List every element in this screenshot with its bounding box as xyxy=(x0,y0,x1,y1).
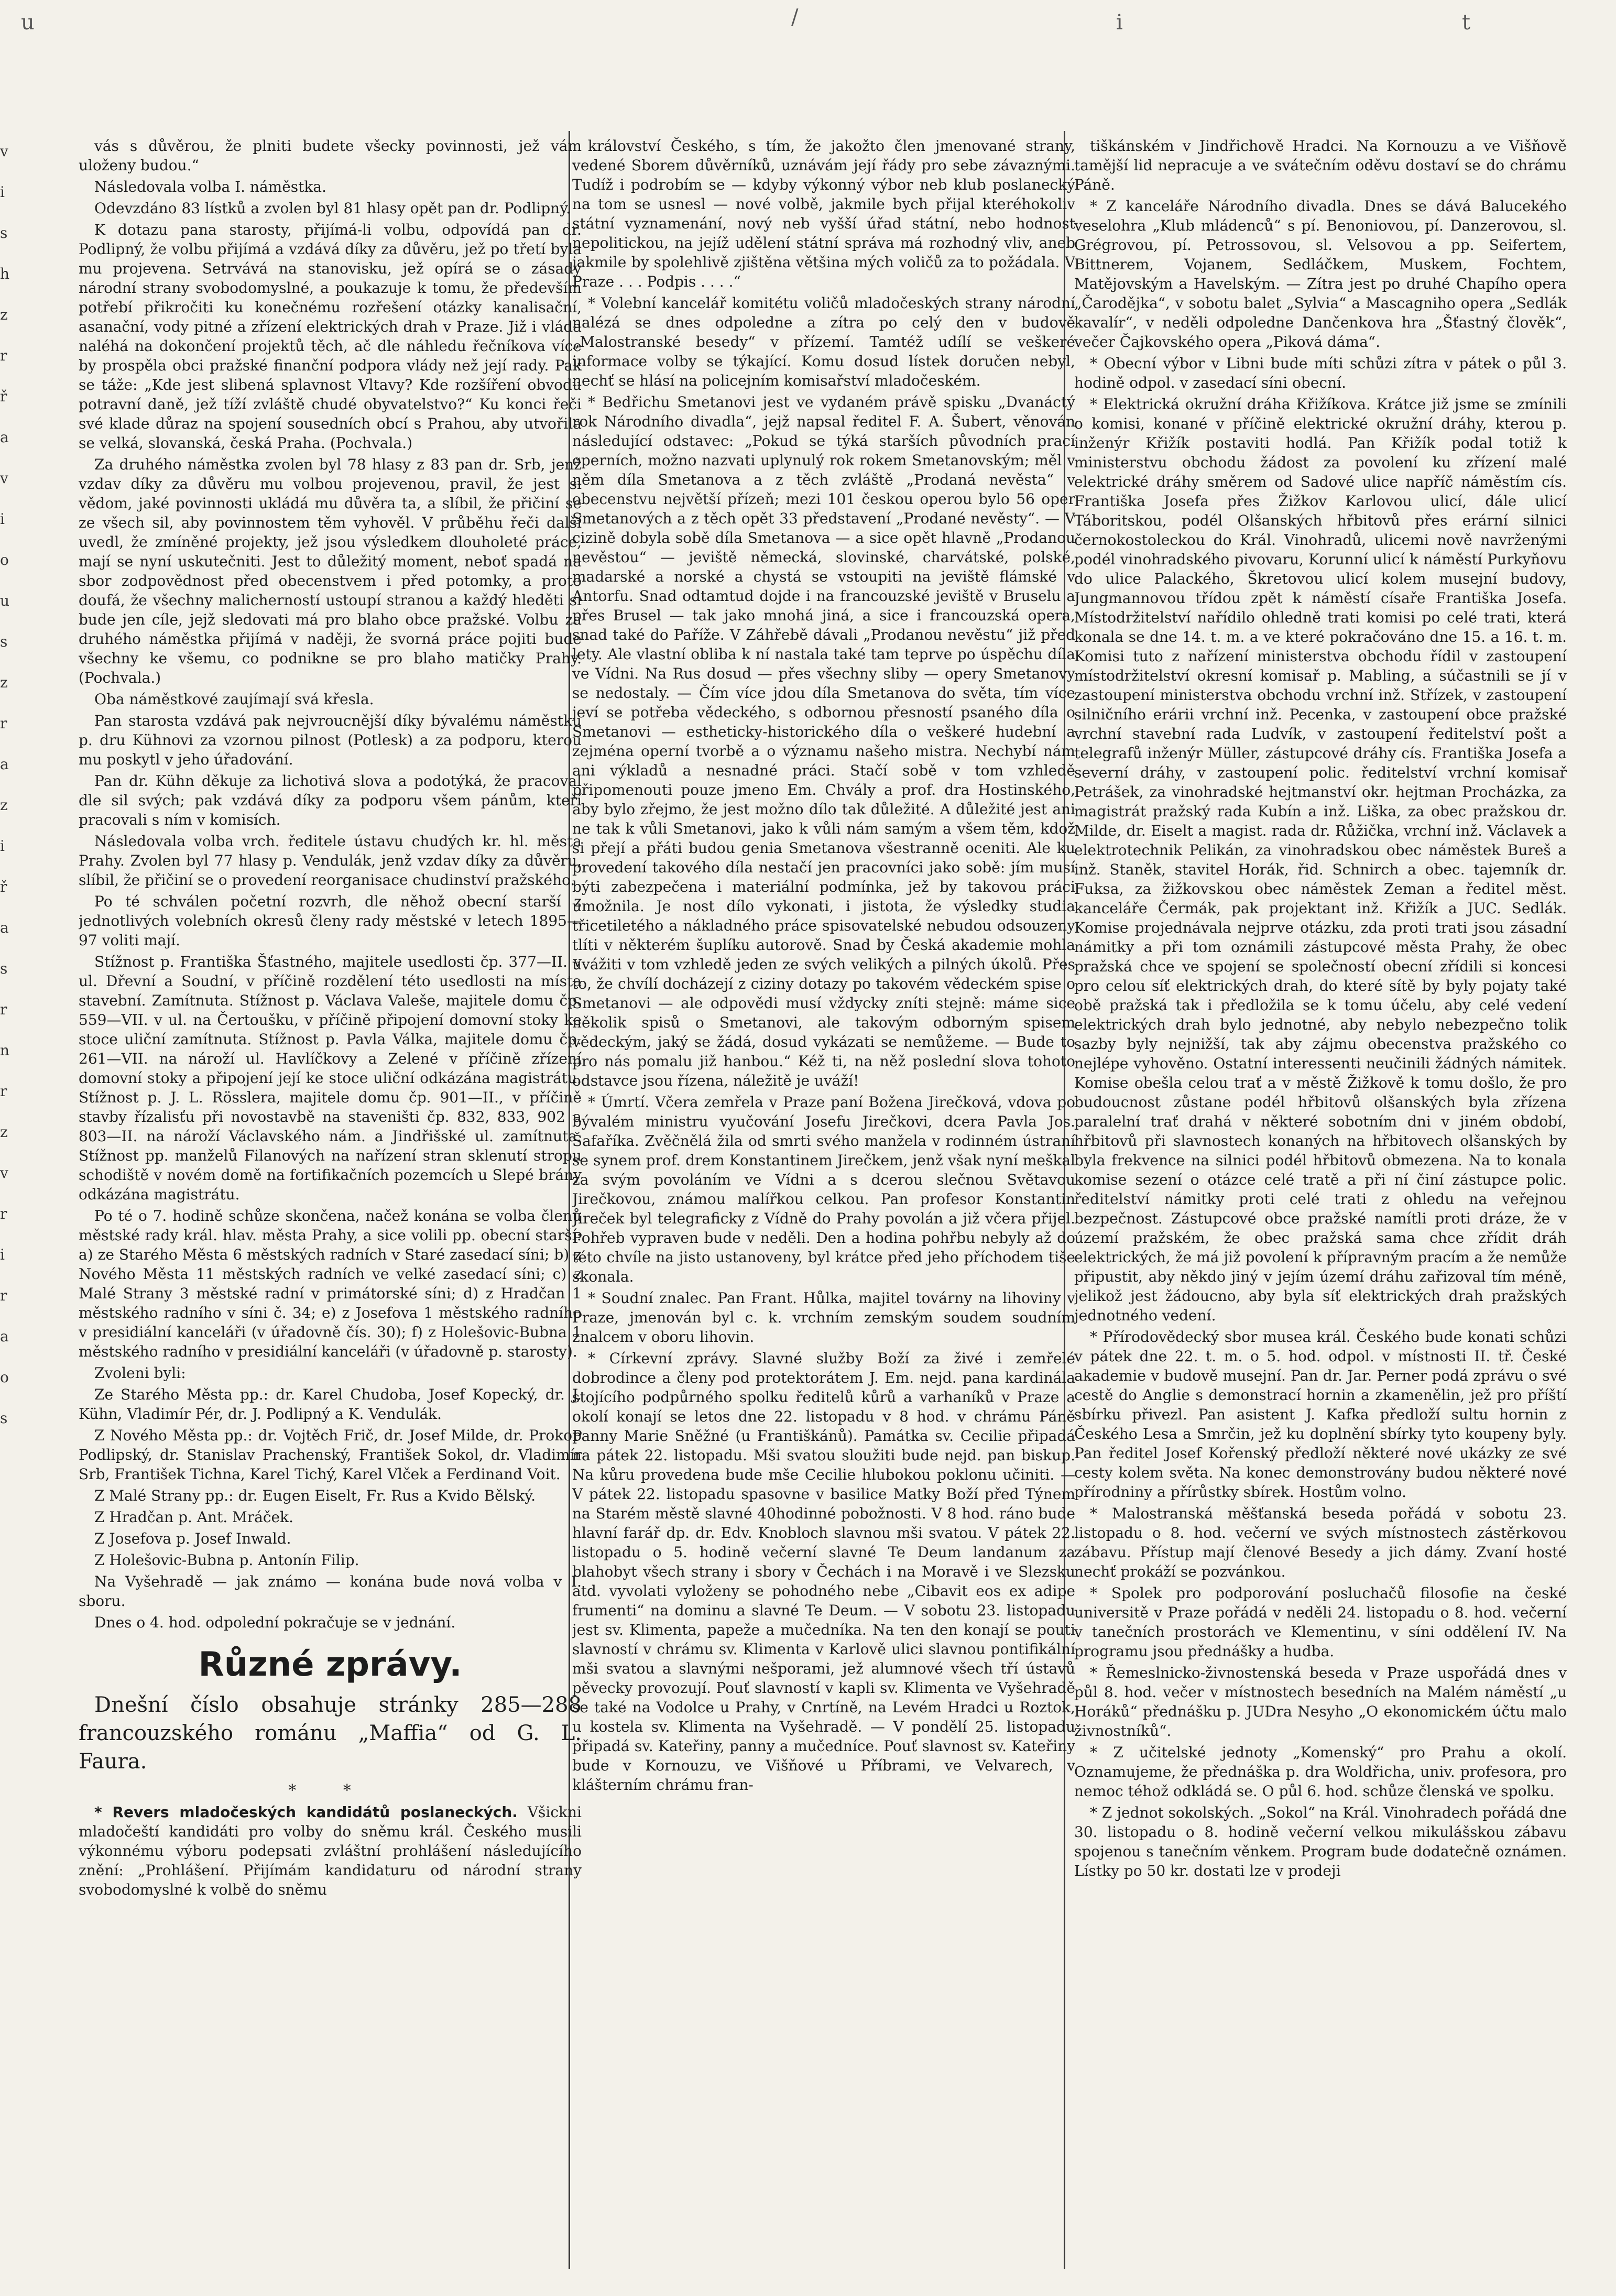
article-paragraph: * Z učitelské jednoty „Komenský“ pro Prahu a okolí. Oznamujeme, že přednáška p. dra Woldřicha, univ. profesora, pro nemoc téhož odkládá se. O půl 6. hod. schůze členská ve spolku. xyxy=(1074,1744,1567,1800)
edge-mark: h xyxy=(0,265,10,282)
edge-mark: v xyxy=(0,469,8,487)
edge-mark: o xyxy=(0,1369,9,1386)
top-mark: t xyxy=(1462,10,1471,35)
article-paragraph: * Církevní zprávy. Slavné služby Boží za živé i zemřelé dobrodince a členy pod protektorátem J. Em. nejd. pana kardinála stojícího podpůrného spolku ředitelů kůrů a varhaníků v Praze a okolí konají se letos dne 22. listopadu v 8 hod. v chrámu Páně Panny Marie Sněžné (u Františkánů). Památka sv. Cecilie připadá na pátek 22. listopadu. Mši svatou sloužiti bude nejd. pan biskup. Na kůru provedena bude mše Cecilie hlubokou poklonu učiniti. — V pátek 22. listopadu spasovne v basilice Matky Boží před Týnem na Starém městě slavné 40hodinné pobožnosti. V 8 hod. ráno bude hlavní farář dp. dr. Edv. Knobloch slavnou mši svatou. V pátek 22. listopadu o 5. hodině večerní slavné Te Deum landanum za blahobyt všech strany i sbory v Čechách i na Moravě i ve Slezsku atd. vyvolati vyloženy se pohodného nebe „Cibavit eos ex adipe frumenti“ na dominu a slavné Te Deum. — V sobotu 23. listopadu jest sv. Klimenta, papeže a mučedníka. Na ten den konají se pouti slavností v chrámu sv. Klimenta v Karlově ulici slavnou pontifikální mši svatou a slavnými nešporami, jež alumnové všech tří ústavů pěvecky provozují. Pouť slavností v kapli sv. Klimenta ve Vyšehradě se také na Vodolce u Prahy, v Cnrtíně, na Levém Hradci u Roztok, u kostela sv. Klimenta na Vyšehradě. — V pondělí 25. listopadu připadá sv. Kateřiny, panny a mučedníce. Pouť slavnost sv. Kateřiny bude v Kornouzu, ve Višňové u Příbrami, ve Velvarech, v klášterním chrámu fran- xyxy=(572,1350,1075,1794)
article-paragraph: Ze Starého Města pp.: dr. Karel Chudoba, Josef Kopecký, dr. J. Kühn, Vladimír Pér, dr. J. Podlipný a K. Vendulák. xyxy=(79,1386,582,1423)
edge-mark: s xyxy=(0,224,8,242)
edge-mark: r xyxy=(0,1001,7,1018)
article-paragraph: Stížnost p. Františka Šťastného, majitele usedlosti čp. 377—II. v ul. Dřevní a Soudní, v příčině rozdělení této usedlosti na místa stavební. Zamítnuta. Stížnost p. Václava Valeše, majitele domu čp. 559—VII. v ul. na Čertoušku, v příčině připojení domovní stoky ke stoce uliční zamítnuta. Stížnost p. Pavla Válka, majitele domu čp. 261—VII. na nároží ul. Havlíčkovy a Zelené v příčině zřízení domovní stoky a připojení její ke stoce uliční odkázána magistrátu. Stížnost p. J. L. Rösslera, majitele domu čp. 901—II., v příčině stavby řízalisťu při novostavbě na staveništi čp. 832, 833, 902 a 803—II. na nároží Václavského nám. a Jindřišské ul. zamítnuta. Stížnost pp. manželů Filanových na nařízení stran sklenutí stropu schodiště v novém domě na fortifikačních pozemcích u Slepé brány odkázána magistrátu. xyxy=(79,953,582,1203)
edge-mark: r xyxy=(0,1083,7,1100)
left-edge-marks xyxy=(0,131,19,2279)
edge-mark: s xyxy=(0,960,8,977)
column-2-paragraphs xyxy=(572,136,1075,1795)
article-body: Všickni mladočeští kandidáti pro volby do sněmu král. Českého musili výkonnému výboru podepsati zvláštní prohlášení následujícího znění: „Prohlášení. Přijímám kandidaturu od národní strany svobodomyslné k volbě do sněmu xyxy=(79,1803,582,1898)
article-paragraph: vás s důvěrou, že plniti budete všecky povinnosti, jež vám uloženy budou.“ xyxy=(79,137,582,174)
article-paragraph: Na Vyšehradě — jak známo — konána bude nová volba v I. sboru. xyxy=(79,1573,582,1610)
top-edge-marks xyxy=(0,0,1616,105)
edge-mark: i xyxy=(0,183,5,201)
column-1-paragraphs xyxy=(79,136,582,1632)
column-3-paragraphs xyxy=(1074,136,1567,1880)
article-paragraph: * Soudní znalec. Pan Frant. Hůlka, majitel továrny na lihoviny v Praze, jmenován byl c. k. vrchním zemským soudem soudním znalcem v oboru lihovin. xyxy=(572,1289,1075,1346)
article-paragraph: * Řemeslnicko-živnostenská beseda v Praze uspořádá dnes v půl 8. hod. večer v místnostech besedních na Malém náměstí „u Horáků“ přednášku p. JUDra Nesyho „O ekonomickém účtu malo živnostníků“. xyxy=(1074,1664,1567,1740)
article-paragraph: Za druhého náměstka zvolen byl 78 hlasy z 83 pan dr. Srb, jenž vzdav díky za důvěru mu volbou projevenou, pravil, že jest si vědom, jaké povinnosti ukládá mu důvěra ta, a slíbil, že přičiní se ze všech sil, aby povinnostem těm vyhověl. V průběhu řeči další uvedl, že zmíněné projekty, jež jsou výsledkem dlouholeté práce, mají se nyní uskutečniti. Jest to důležitý moment, neboť spadá na sbor zodpovědnost před obecenstvem i před potomky, a proto doufá, že všechny malicherností ustoupí stranou a každý hleděti si bude jen cíle, jejž sledovati má pro blaho obce pražské. Volbu za druhého náměstka přijímá v naději, že svorná práce pojiti bude všechny ke všemu, co podnikne se pro blaho matičky Prahy. (Pochvala.) xyxy=(79,456,582,686)
article-paragraph: * Elektrická okružní dráha Křižíkova. Krátce již jsme se zmínili o komisi, konané v příčině elektrické okružní dráhy, kterou p. inženýr Křižík postaviti hodlá. Pan Křižík podal totiž k ministerstvu obchodu žádost za povolení ku zřízení malé elektrické dráhy směrem od Sadové ulice napříč náměstím cís. Františka Josefa přes Žižkov Karlovou ulicí, dále ulicí Táboritskou, podél Olšanských hřbitovů přes erární silnici černokostoleckou do Král. Vinohradů, ulicemi nově navrženými podél vinohradského pivovaru, Korunní ulicí k náměstí Purkyňovu do ulice Palackého, Škretovou ulicí kolem musejní budovy, Jungmannovou třídou zpět k náměstí císaře Františka Josefa. Místodržitelství nařídilo ohledně trati komisi po celé trati, která konala se dne 14. t. m. a ve které pokračováno dne 15. a 16. t. m. Komisi tuto z nařízení ministerstva obchodu řídil v zastoupení místodržitelství okresní komisař p. Mabling, a súčastnili se jí v zastoupení ministerstva obchodu vrchní inž. Střízek, v zastoupení silničního erárii vrchní inž. Pecenka, v zastoupení obce pražské vrchní stavební rada Ludvík, v zastoupení ředitelství pošt a telegrafů inženýr Müller, zástupcové dráhy cís. Františka Josefa a severní dráhy, v zastoupení polic. ředitelství vrchní komisař Petrášek, za vinohradské hejtmanství okr. hejtman Procházka, za magistrát pražský rada Kubín a inž. Liška, za obec pražskou dr. Milde, dr. Eiselt a magist. rada dr. Růžička, vrchní inž. Václavek a elektrotechnik Pelikán, za vinohradskou obec náměstek Bureš a inž. Staněk, stavitel Horák, řid. Schnirch a obec. tajemník dr. Fuksa, za žižkovskou obec náměstek Zeman a ředitel měst. kanceláře Čermák, pak projektant inž. Křižík a JUC. Sedlák. Komise projednávala nejprve otázku, zda proti trati jsou zásadní námitky a při tom oznámili zástupcové města Prahy, že obec pražská chce ve spojení se společností obecní zřídili si koncesi pro celou síť elektrických drah, do které sítě by byly pojaty také obě pražská tak i předložila se k tomu účelu, aby celé vedení elektrických drah bylo jednotné, aby nebylo nebezpečno tolik sazby byly nejnižší, tak aby zájmu obecenstva pražského co nejlépe vyhověno. Ostatní interessenti neučinili žádných námitek. Komise obešla celou trať a v městě Žižkově k tomu došlo, že pro budoucnost zůstane podél hřbitovů olšanských byla zřízena paralelní trať drahá v některé sobotním dni v jiném období, hřbitovů při slavnostech konaných na hřbitovech olšanských by byla frekvence na silnici podél hřbitovů obmezena. Na to konala komise sezení o otázce celé tratě a při ní činí zástupce polic. ředitelství námitky proti celé trati z ohledu na veřejnou bezpečnost. Zástupcové obce pražské namítli proti dráze, že v území pražském, že obec pražská sama chce zřídit dráh elektrických, že má již povolení k přípravným pracím a že nemůže připustit, aby někdo jiný v jejím území dráhu zařizoval tím méně, jelikož jest žádoucno, aby byla síť elektrických drah pražských jednotného vedení. xyxy=(1074,396,1567,1324)
article-paragraph: Pan starosta vzdává pak nejvroucnější díky bývalému náměstku p. dru Kühnovi za vzornou pilnost (Potlesk) a za podporu, kterou mu poskytl v jeho úřadování. xyxy=(79,712,582,768)
article-paragraph: K dotazu pana starosty, přijímá-li volbu, odpovídá pan dr. Podlipný, že volbu přijímá a vzdává díky za důvěru, jež po třetí byla mu projevena. Setrvává na stanovisku, jež opírá se o zásady národní strany svobodomyslné, a poukazuje k tomu, že především potřebí přikročiti ku konečnému rozřešení otázky kanalisační, asanační, vody pitné a zřízení elektrických drah v Praze. Již i vláda naléhá na dokončení projektů těch, ač dle náhledu řečníkova více by prospěla obci pražské finanční podpora vlády než její rady. Pak se táže: „Kde jest slibená splavnost Vltavy? Kde rozšíření obvodu potravní daně, jež tíží zvláště chudé obyvatelstvo?“ Ku konci řeči své klade důraz na spojení sousedních obcí s Prahou, aby utvořila se velká, slovanská, česká Praha. (Pochvala.) xyxy=(79,221,582,452)
edge-mark: r xyxy=(0,715,7,732)
edge-mark: i xyxy=(0,510,5,528)
edge-mark: r xyxy=(0,347,7,364)
top-mark: i xyxy=(1116,10,1123,35)
article-paragraph: * Bedřichu Smetanovi jest ve vydaném právě spisku „Dvanáctý rok Národního divadla“, jejž napsal ředitel F. A. Šubert, věnován následující odstavec: „Pokud se týká starších původních prací operních, možno nazvati uplynulý rok rokem Smetanovským; měl v něm díla Smetanova a z těch zvláště „Prodaná nevěsta“ v obecenstvu největší přízeň; mezi 101 českou operou bylo 56 oper Smetanových a z těch opět 33 představení „Prodané nevěsty“. — V cizině dobyla sobě díla Smetanova — a sice opět hlavně „Prodanou nevěstou“ — jeviště německá, slovinské, charvátské, polské, madarské a norské a chystá se vstoupiti na jeviště flámské v Antorfu. Snad odtamtud dojde i na francouzské jeviště v Bruselu a přes Brusel — tak jako mnohá jiná, a sice i francouzská opera, snad také do Paříže. V Záhřebě dávali „Prodanou nevěstu“ již před lety. Ale vlastní obliba k ní nastala také tam teprve po úspěchu díla ve Vídni. Na Rus dosud — přes všechny sliby — opery Smetanovy se nedostaly. — Čím více jdou díla Smetanova do světa, tím více jeví se potřeba vědeckého, s odbornou přesností psaného díla o Smetanovi — estheticky-historického díla o veškeré hudební a zejména operní tvorbě a o významu našeho mistra. Nechybí nám ani výkladů a nesnadné práci. Stačí sobě v tom vzhledě připomenouti pouze jmeno Em. Chvály a prof. dra Hostinského, aby bylo zřejmo, že jest možno dílo tak důležité. A důležité jest ani ne tak k vůli Smetanovi, jako k vůli nám samým a všem těm, kdož si přejí a přáti budou genia Smetanova všestranně oceniti. Ale ku provedení takového díla nestačí jen pracovníci jako sobě: jím musí býti zabezpečena i materiální podmínka, jež by takovou práci umožnila. Je nost dílo vykonati, i jistota, že výsledky studia třicetiletého a nákladného práce spisovatelské nebudou odsouzeny tlíti v některém šuplíku autorově. Snad by Česká akademie mohla uvážiti v tom vzhledě jeden ze svých velikých a pilných úkolů. Přes to, že chvílí docházejí z ciziny dotazy po takovém vědeckém spise o Smetanovi — ale odpovědi musí vždycky zníti stejně: máme sice několik spisů o Smetanovi, ale takovým odborným spisem vědeckým, jaký se žádá, dosud vykázati se nemůžeme. — Bude to pro nás pomalu již hanbou.“ Kéž ti, na něž poslední slova tohoto odstavce jsou řízena, náležitě je uváží! xyxy=(572,393,1075,1089)
article-paragraph: Následovala volba I. náměstka. xyxy=(94,178,326,195)
article-paragraph: Následovala volba vrch. ředitele ústavu chudých kr. hl. města Prahy. Zvolen byl 77 hlasy p. Vendulák, jenž vzdav díky za důvěru, slíbil, že přičiní se o provedení reorganisace chudinství pražského. xyxy=(79,833,582,889)
edge-mark: u xyxy=(0,592,10,609)
article-paragraph: Odevzdáno 83 lístků a zvolen byl 81 hlasy opět pan dr. Podlipný. xyxy=(94,200,571,217)
edge-mark: s xyxy=(0,633,8,650)
article-paragraph: Po té schválen početní rozvrh, dle něhož obecní starší z jednotlivých volebních okresů členy rady městské v letech 1895—97 voliti mají. xyxy=(79,893,582,949)
edge-mark: i xyxy=(0,1246,5,1263)
article-paragraph: Oba náměstkové zaujímají svá křesla. xyxy=(94,691,374,708)
article-paragraph: * Úmrtí. Včera zemřela v Praze paní Božena Jirečková, vdova po bývalém ministru vyučování Josefu Jirečkovi, dcera Pavla Jos. Šafaříka. Zvěčnělá žila od smrti svého manžela v rodinném ústraní se synem prof. drem Konstantinem Jirečkem, jenž však nyní meškal za svým povoláním ve Vídni a s dcerou slečnou Světavou Jirečkovou, známou malířkou celkou. Pan profesor Konstantin Jireček byl telegraficky z Vídně do Prahy povolán a již včera přijel. Pohřeb vypraven bude v neděli. Den a hodina pohřbu nebyly až do této chvíle na jisto ustanoveny, byl krátce před jeho příchodem tiše skonala. xyxy=(572,1094,1075,1285)
edge-mark: z xyxy=(0,796,8,814)
article-paragraph: Pan dr. Kühn děkuje za lichotivá slova a podotýká, že pracoval dle sil svých; pak vzdává díky za podporu všem pánům, kteří pracovali s ním v komisích. xyxy=(79,772,582,828)
article-paragraph: * Malostranská měšťanská beseda pořádá v sobotu 23. listopadu o 8. hod. večerní ve svých místnostech zástěrkovou zábavu. Přístup mají členové Besedy a jich dámy. Zvaní hosté nechť prokáží se pozvánkou. xyxy=(1074,1505,1567,1580)
top-mark: / xyxy=(791,5,799,29)
article-paragraph: království Českého, s tím, že jakožto člen jmenované strany, vedené Sborem důvěrníků, uznávám její řády pro sebe závaznými. Tudíž i podrobím se — kdyby výkonný výbor neb klub poslanecký na tom se usnesl — nové volbě, jakmile bych přijal kteréhokoliv státní vyznamenání, nový neb vyšší úřad státní, nebo hodnost nepolitickou, na jejíž udělení státní správa má rozhodný vliv, aneb jakmile by spolehlivě zjištěna většina mých voličů za to požádala. V Praze . . . Podpis . . . .“ xyxy=(572,137,1075,290)
article-paragraph: Z Hradčan p. Ant. Mráček. xyxy=(94,1508,293,1526)
article-paragraph: * Z kanceláře Národního divadla. Dnes se dává Balucekého veselohra „Klub mládenců“ s pí. Benoniovou, pí. Danzerovou, sl. Grégrovou, pí. Petrossovou, sl. Velsovou a pp. Seifertem, Bittnerem, Vojanem, Sedláčkem, Muskem, Fochtem, Matějovským a Havelským. — Zítra jest po druhé Chapího opera „Čarodějka“, v sobotu balet „Sylvia“ a Mascagniho opera „Sedlák kavalír“, v neděli odpoledne Dančenkova hra „Šťastný člověk“, večer Čajkovského opera „Piková dáma“. xyxy=(1074,198,1567,351)
edge-mark: o xyxy=(0,551,9,568)
article-paragraph: * Volební kancelář komitétu voličů mladočeských strany národní nalézá se dnes odpoledne a zítra po celý den v budově „Malostranské besedy“ v přízemí. Tamtéž udílí se veškeré informace volby se týkající. Komu dosud lístek doručen nebyl, nechť se hlásí na policejním komisařství mladočeském. xyxy=(572,294,1075,389)
edge-mark: r xyxy=(0,1287,7,1304)
article-paragraph: * Přírodovědecký sbor musea král. Českého bude konati schůzi v pátek dne 22. t. m. o 5. hod. odpol. v místnosti II. tř. České akademie v budově musejní. Pan dr. Jar. Perner podá zprávu o své cestě do Anglie s demonstrací hornin a zkamenělin, jež pro příští sbírku přivezl. Pan asistent J. Kafka předloží sultu hornin z Českého Lesa a Smrčin, jež ku doplnění sbírky tyto koupeny byly. Pan ředitel Josef Kořenský předloží některé nové ukázky ze své cesty kolem světa. Na konec demonstrovány budou některé nové přírodniny a přírůstky sbírek. Hostům volno. xyxy=(1074,1328,1567,1501)
edge-mark: s xyxy=(0,1409,8,1427)
article-paragraph: Z Nového Města pp.: dr. Vojtěch Frič, dr. Josef Milde, dr. Prokop Podlipský, dr. Stanislav Prachenský, František Sokol, dr. Vladimír Srb, František Tichna, Karel Tichý, Karel Vlček a Ferdinand Voit. xyxy=(79,1427,582,1483)
section-title: Různé zprávy. xyxy=(198,1645,462,1684)
edge-mark: a xyxy=(0,1328,9,1345)
edge-mark: z xyxy=(0,1123,8,1141)
separator-stars: * * xyxy=(288,1781,372,1800)
article-paragraph: Zvoleni byli: xyxy=(94,1364,186,1382)
edge-mark: a xyxy=(0,429,9,446)
column-2 xyxy=(572,136,1075,2284)
article-paragraph: tiškánském v Jindřichově Hradci. Na Kornouzu a ve Višňově tamější lid nepracuje a ve svátečním oděvu dostaví se do chrámu Páně. xyxy=(1074,137,1567,193)
edge-mark: v xyxy=(0,143,8,160)
article-headline: * Revers mladočeských kandidátů poslaneckých. xyxy=(94,1803,518,1821)
article-paragraph: * Z jednot sokolských. „Sokol“ na Král. Vinohradech pořádá dne 30. listopadu o 8. hodině večerní velkou mikulášskou zábavu spojenou s tanečním věnkem. Program bude dodatečně oznámen. Lístky po 50 kr. dostati lze v prodeji xyxy=(1074,1804,1567,1879)
article-paragraph: * Obecní výbor v Libni bude míti schůzi zítra v pátek o půl 3. hodině odpol. v zasedací síni obecní. xyxy=(1074,355,1567,391)
edge-mark: z xyxy=(0,674,8,691)
edge-mark: z xyxy=(0,306,8,323)
edge-mark: v xyxy=(0,1164,8,1182)
column-3 xyxy=(1074,136,1567,2284)
edge-mark: r xyxy=(0,1205,7,1222)
edge-mark: ř xyxy=(0,388,7,405)
article-paragraph: Po té o 7. hodině schůze skončena, načež konána se volba členů městské rady král. hlav. města Prahy, a sice volili pp. obecní starší: a) ze Starého Města 6 městských radních v Staré zasedací síni; b) z Nového Města 11 městských radních ve velké zasedací síni; c) z Malé Strany 3 městské radní v primátorské síni; d) z Hradčan 1 městského radního v síni č. 34; e) z Josefova 1 městského radního v presidiální kanceláři (v úřadovně čís. 30); f) z Holešovic-Bubna 1 městského radního v presidiální kanceláři (v úřadovně p. starosty). xyxy=(79,1207,582,1360)
edge-mark: n xyxy=(0,1042,10,1059)
article-paragraph: Z Josefova p. Josef Inwald. xyxy=(94,1530,291,1547)
article-paragraph: * Spolek pro podporování posluchačů filosofie na české universitě v Praze pořádá v neděli 24. listopadu o 8. hod. večerní v tanečních prostorách ve Klementinu, v síni oddělení IV. Na programu jsou přednášky a hudba. xyxy=(1074,1584,1567,1660)
edge-mark: i xyxy=(0,837,5,855)
edge-mark: a xyxy=(0,756,9,773)
edge-mark: ř xyxy=(0,878,7,895)
top-mark: u xyxy=(21,10,35,35)
edge-mark: a xyxy=(0,919,9,936)
article-paragraph: Z Holešovic-Bubna p. Antonín Filip. xyxy=(94,1551,359,1569)
article-block xyxy=(79,1802,582,1899)
article-paragraph: Dnes o 4. hod. odpolední pokračuje se v jednání. xyxy=(94,1614,456,1631)
column-1 xyxy=(79,136,582,2284)
article-paragraph: Z Malé Strany pp.: dr. Eugen Eiselt, Fr. Rus a Kvido Bělský. xyxy=(94,1487,536,1504)
lead-paragraph: Dnešní číslo obsahuje stránky 285—288 francouzského románu „Maffia“ od G. L. Faura. xyxy=(79,1693,582,1774)
